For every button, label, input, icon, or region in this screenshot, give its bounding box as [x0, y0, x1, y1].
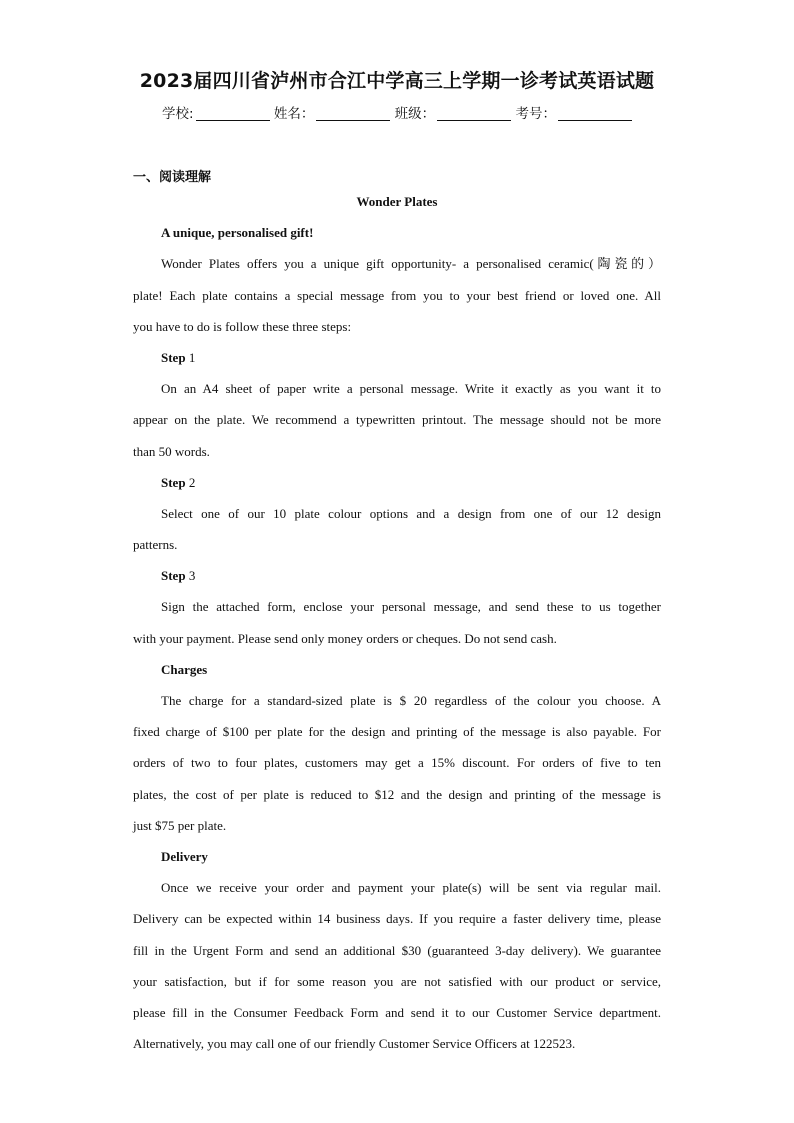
- intro-line-2: plate! Each plate contains a special message from you to your best friend or loved one. All: [133, 287, 661, 303]
- charges-heading: Charges: [161, 661, 208, 677]
- delivery-line-2: Delivery can be expected within 14 business days. If you require a faster delivery time, please: [133, 911, 661, 927]
- section-heading: 一、阅读理解: [133, 170, 212, 185]
- delivery-line-6: Alternatively, you may call one of our friendly Customer Service Officers at 122523.: [133, 1036, 576, 1052]
- exam-title: 2023届四川省泸州市合江中学高三上学期一诊考试英语试题: [139, 70, 655, 92]
- step-1-line-1: On an A4 sheet of paper write a personal message. Write it exactly as you want it to: [161, 381, 661, 397]
- exam-number-label: 考号：: [515, 106, 556, 122]
- school-blank[interactable]: [196, 106, 270, 121]
- delivery-line-4: your satisfaction, but if for some reason you are not satisfied with our product or service,: [133, 973, 661, 989]
- name-blank[interactable]: [316, 106, 390, 121]
- charges-line-1: The charge for a standard-sized plate is $ 20 regardless of the colour you choose. A: [161, 693, 661, 708]
- delivery-line-3: fill in the Urgent Form and send an additional $30 (guaranteed 3-day delivery). We guarantee: [133, 942, 661, 958]
- exam-number-blank[interactable]: [558, 106, 632, 121]
- article-subtitle: A unique, personalised gift!: [161, 225, 314, 241]
- charges-line-4: plates, the cost of per plate is reduced to $12 and the design and printing of the message is: [133, 786, 661, 802]
- article-title: Wonder Plates: [356, 194, 438, 209]
- step-1-line-3: than 50 words.: [133, 443, 210, 459]
- delivery-line-5: please fill in the Consumer Feedback Form and send it to our Customer Service department.: [133, 1004, 661, 1020]
- step-1-heading: [133, 342, 661, 373]
- step-3-number: 3: [188, 568, 196, 584]
- reading-passage: [133, 186, 661, 1059]
- step-2-label: Step: [161, 474, 186, 490]
- step-3-line-1: Sign the attached form, enclose your personal message, and send these to us together: [161, 599, 661, 615]
- delivery-line-1: Once we receive your order and payment your plate(s) will be sent via regular mail.: [161, 880, 661, 896]
- student-info-line: [0, 102, 794, 122]
- step-3-line-2: with your payment. Please send only money orders or cheques. Do not send cash.: [133, 630, 557, 646]
- step-1-line-2: appear on the plate. We recommend a typewritten printout. The message should not be more: [133, 412, 661, 428]
- charges-line-3: orders of two to four plates, customers may get a 15% discount. For orders of five to ten: [133, 755, 661, 771]
- intro-line-1: Wonder Plates offers you a unique gift opportunity- a personalised ceramic(陶瓷的）: [161, 256, 661, 272]
- step-1-label: Step: [161, 349, 186, 365]
- class-label: 班级：: [394, 106, 436, 122]
- step-2-heading: [133, 467, 661, 498]
- step-2-number: 2: [188, 474, 196, 490]
- intro-line-3: you have to do is follow these three steps:: [133, 318, 352, 334]
- charges-line-5: just $75 per plate.: [133, 817, 227, 833]
- name-label: 姓名：: [273, 106, 315, 122]
- step-2-line-2: patterns.: [133, 537, 178, 553]
- step-3-label: Step: [161, 568, 186, 584]
- charges-line-2: fixed charge of $100 per plate for the design and printing of the message is also payable. For: [133, 724, 661, 740]
- delivery-heading: Delivery: [161, 848, 208, 864]
- step-3-heading: [133, 560, 661, 591]
- step-1-number: 1: [188, 349, 196, 365]
- school-label: 学校:: [162, 106, 194, 122]
- class-blank[interactable]: [437, 106, 511, 121]
- step-2-line-1: Select one of our 10 plate colour options and a design from one of our 12 design: [161, 505, 661, 521]
